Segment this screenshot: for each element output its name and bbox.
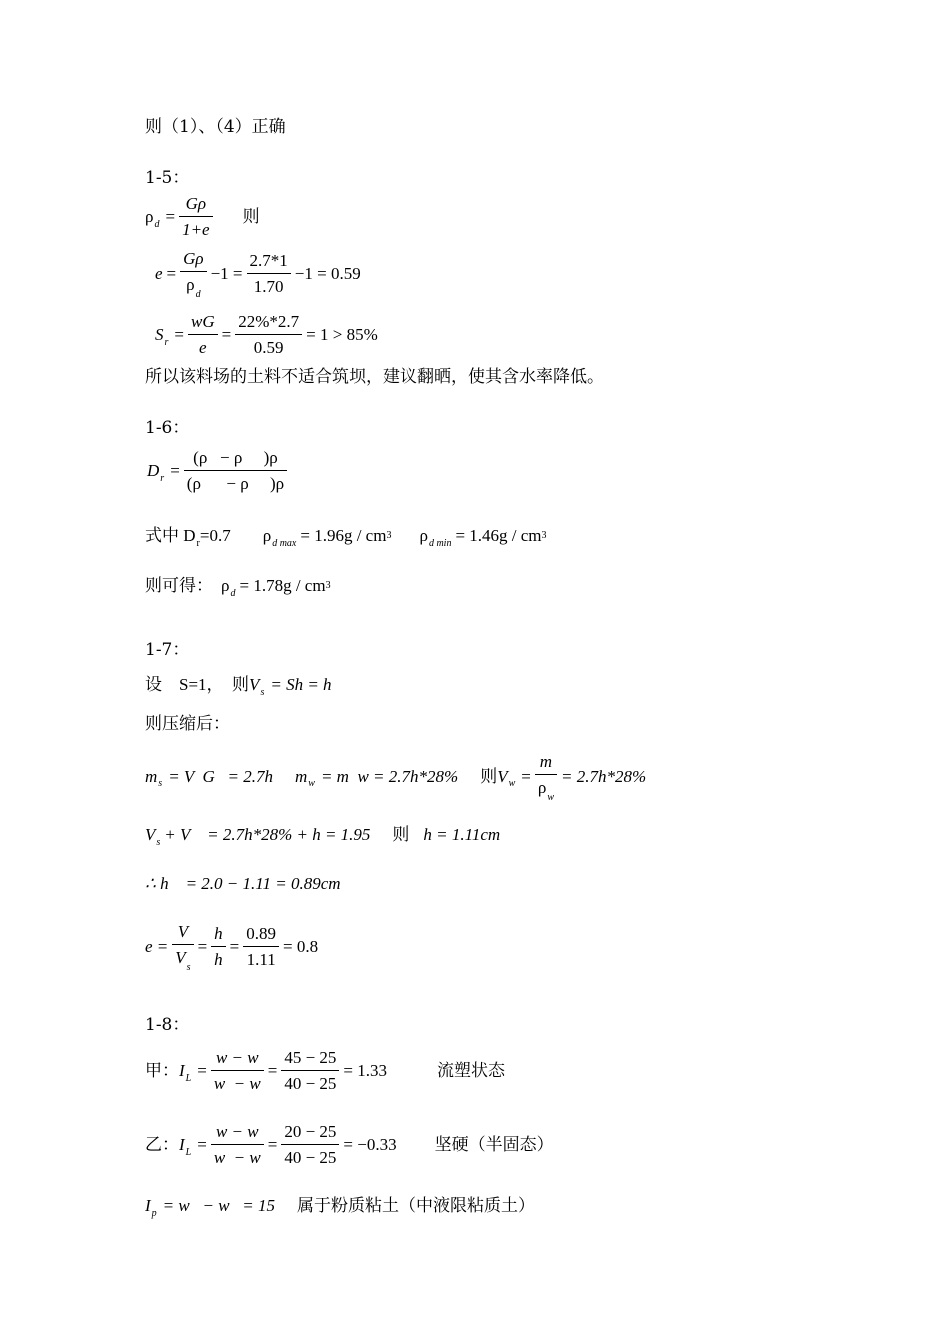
formula-1-7-void-height: ∴ h = 2.0 − 1.11 = 0.89cm: [145, 874, 341, 893]
given-values-1-6: 式中 D r =0.7 ρ d max = 1.96g / cm 3 ρ d min = 1.46g / cm 3: [145, 526, 547, 549]
fraction: $\frac{w - w}{w - w}$: [211, 1048, 264, 1094]
fraction: $\frac{45 - 25}{40 - 25}$: [281, 1048, 339, 1094]
formula-1-5-void-ratio: e = $\frac{G\rho}{\rho_d}$ −1 = $\frac{2.7*1}{1.70}$ −1 = 0.59: [155, 249, 361, 300]
formula-1-7-void-ratio: e = $\frac{V}{V_s}$ = $\frac{h}{h}$ = $\frac{0.89}{1.11}$ = 0.8: [145, 922, 319, 973]
formula-1-8-plasticity: I p = w − w = 15 属于粉质粘土（中液限粘质土）: [145, 1196, 536, 1219]
formula-1-5-dry-density: ρ d = $\frac{G\rho}{1+e}$ 则: [145, 194, 260, 239]
fraction: $\frac{20 - 25}{40 - 25}$: [281, 1122, 339, 1168]
assumption-1-7: 设 S=1， 则 V s = Sh = h: [145, 675, 332, 698]
after-compression: 则压缩后：: [145, 714, 230, 734]
section-1-8-heading: 1-8：: [145, 1015, 190, 1035]
fraction: $\frac{22\%*2.7}{0.59}$: [235, 312, 302, 358]
fraction: $\frac{m}{\rho_w}$: [535, 752, 557, 801]
formula-1-6-relative-density: D r = $\frac{(\rho - \rho )\rho}{(\rho - \rho )\rho}$: [147, 448, 291, 494]
formula-1-7-masses: m s = V G = 2.7h m w = m w = 2.7h*28% 则 V w = $\frac{m}{\rho_w}$ = 2.7h*28%: [145, 752, 647, 803]
fraction: $\frac{2.7*1}{1.70}$: [247, 251, 291, 297]
fraction: $\frac{h}{h}$: [211, 924, 226, 970]
fraction: $\frac{w - w}{w - w}$: [211, 1122, 264, 1168]
fraction: $\frac{wG}{e}$: [188, 312, 218, 358]
formula-1-7-volumes: V s + V = 2.7h*28% + h = 1.95 则 h = 1.11cm: [145, 825, 501, 848]
intro-line: 则（1）、（4）正确: [145, 117, 286, 137]
fraction: $\frac{G\rho}{\rho_d}$: [180, 249, 206, 298]
fraction: $\frac{0.89}{1.11}$: [243, 924, 279, 970]
formula-1-8-sample-a: 甲： I L = $\frac{w - w}{w - w}$ = $\frac{45 - 25}{40 - 25}$ = 1.33 流塑状态: [145, 1048, 506, 1093]
fraction: $\frac{G\rho}{1+e}$: [179, 194, 213, 240]
section-1-7-heading: 1-7：: [145, 640, 190, 660]
fraction: $\frac{V}{V_s}$: [172, 922, 193, 971]
conclusion-1-5: 所以该料场的土料不适合筑坝，建议翻晒，使其含水率降低。: [145, 367, 604, 387]
result-1-6: 则可得： ρ d = 1.78g / cm 3: [145, 576, 331, 599]
fraction: $\frac{(\rho - \rho )\rho}{(\rho - \rho )\rho}$: [184, 448, 287, 494]
section-1-6-heading: 1-6：: [145, 418, 190, 438]
formula-1-5-saturation: S r = $\frac{wG}{e}$ = $\frac{22\%*2.7}{0.59}$ = 1 > 85%: [155, 312, 378, 357]
formula-1-8-sample-b: 乙： I L = $\frac{w - w}{w - w}$ = $\frac{20 - 25}{40 - 25}$ = −0.33 坚硬（半固态）: [145, 1122, 554, 1167]
section-1-5-heading: 1-5：: [145, 168, 190, 188]
